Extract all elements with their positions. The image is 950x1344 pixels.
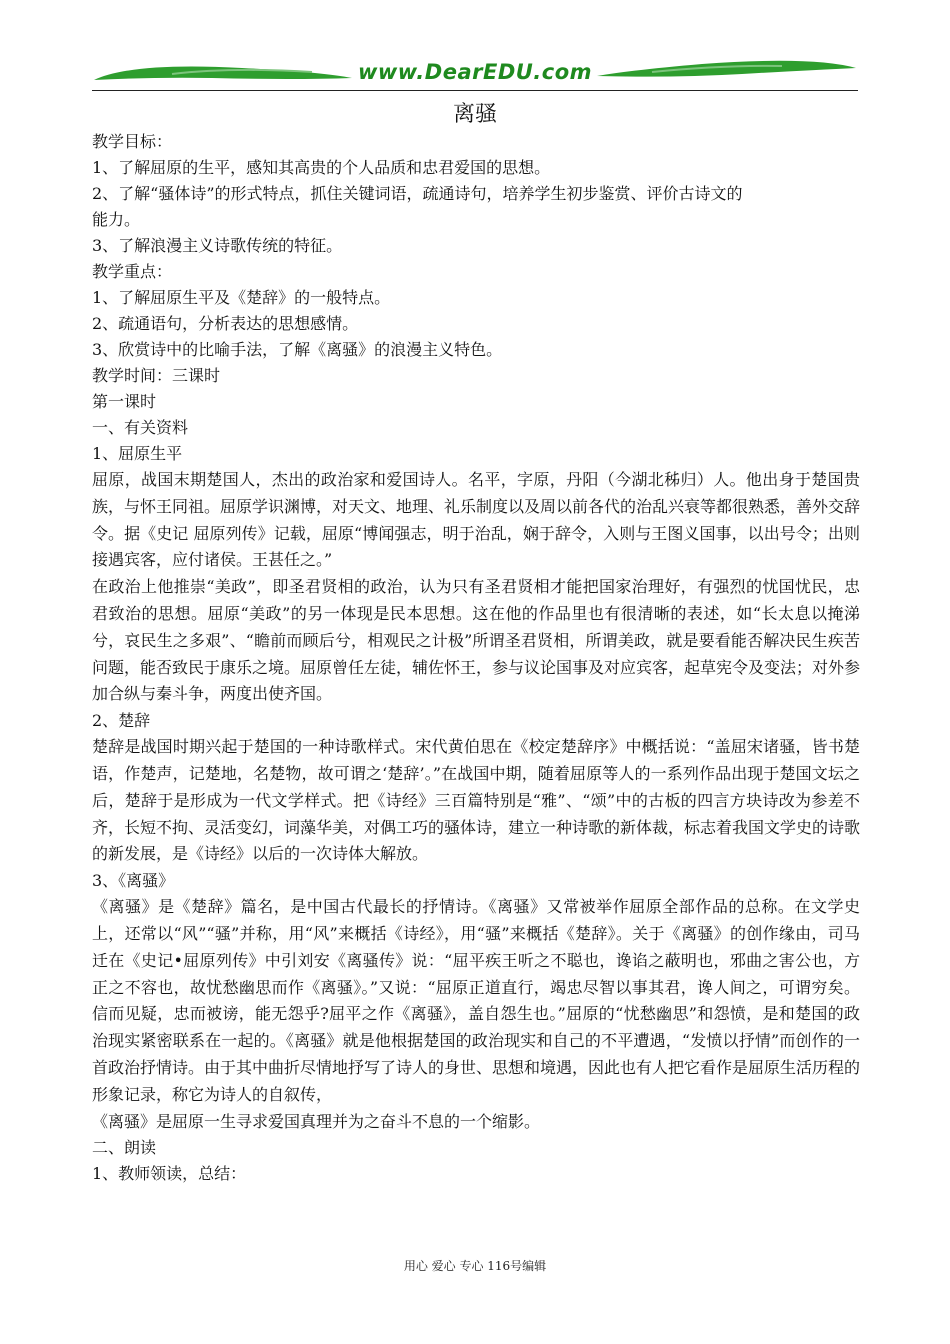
- section-heading: 一、有关资料: [92, 418, 189, 437]
- document-title: 离骚: [452, 102, 497, 127]
- header-divider: [92, 90, 858, 91]
- body-paragraph: 《离骚》是《楚辞》篇名，是中国古代最长的抒情诗。《离骚》又常被举作屈原全部作品的总称。在文学史上，还常以“风”“骚”并称，用“风”来概括《诗经》，用“骚”来概括《楚辞》。关于《离骚》的创作缘由，司马迁在《史记•屈原列传》中引刘安《离骚传》说：“屈平疾王听之不聪也，谗谄之蔽明也，邪曲之害公也，方正之不容也，故忧愁幽思而作《离骚》。”又说：“屈原正道直行，竭忠尽智以事其君，谗人间之，可谓穷矣。信而见疑，忠而被谤，能无怨乎?屈平之作《离骚》，盖自怨生也。”屈原的“忧愁幽思”和怨愤，是和楚国的政治现实紧密联系在一起的。《离骚》就是他根据楚国的政治现实和自己的不平遭遇，“发愤以抒情”而创作的一首政治抒情诗。由于其中曲折尽情地抒写了诗人的身世、思想和境遇，因此也有人把它看作是屈原生活历程的形象记录，称它为诗人的自叙传，: [92, 897, 861, 1104]
- lesson-heading: 第一课时: [92, 392, 157, 411]
- objective-item: 3、了解浪漫主义诗歌传统的特征。: [92, 236, 343, 255]
- body-paragraph: 在政治上他推崇“美政”，即圣君贤相的政治，认为只有圣君贤相才能把国家治理好，有强烈的忧国忧民，忠君致治的思想。屈原“美政”的另一体现是民本思想。这在他的作品里也有很清晰的表述，如“长太息以掩涕兮，哀民生之多艰”、“瞻前而顾后兮，相观民之计极”所谓圣君贤相，所谓美政，就是要看能否解决民生疾苦问题，能否致民于康乐之境。屈原曾任左徒，辅佐怀王，参与议论国事及对应宾客，起草宪令及变法；对外参加合纵与秦斗争，两度出使齐国。: [92, 577, 861, 704]
- body-paragraph: 《离骚》是屈原一生寻求爱国真理并为之奋斗不息的一个缩影。: [92, 1111, 541, 1131]
- subsection-heading: 2、楚辞: [92, 711, 151, 731]
- section-heading: 教学重点：: [92, 262, 173, 281]
- objective-item-continued: 能力。: [92, 210, 141, 229]
- document-body: [92, 129, 860, 1187]
- page-footer: 用心 爱心 专心 116号编辑: [403, 1259, 547, 1273]
- subsection-heading: 1、屈原生平: [92, 444, 183, 463]
- section-heading: 教学目标：: [92, 132, 173, 151]
- key-point-item: 2、疏通语句，分析表达的思想感情。: [92, 314, 359, 333]
- body-paragraph: 屈原，战国末期楚国人，杰出的政治家和爱国诗人。名平，字原，丹阳（今湖北秭归）人。他出身于楚国贵族，与怀王同祖。屈原学识渊博，对天文、地理、礼乐制度以及周以前各代的治乱兴衰等都很熟悉，善外交辞令。据《史记 屈原列传》记载，屈原“博闻强志，明于治乱，娴于辞令，入则与王图义国事，以出号令；出则接遇宾客，应付诸侯。王甚任之。”: [92, 470, 861, 570]
- subsection-heading: 1、教师领读，总结：: [92, 1164, 247, 1184]
- body-paragraph: 楚辞是战国时期兴起于楚国的一种诗歌样式。宋代黄伯思在《校定楚辞序》中概括说：“盖屈宋诸骚，皆书楚语，作楚声，记楚地，名楚物，故可谓之‘楚辞’。”在战国中期，随着屈原等人的一系列作品出现于楚国文坛之后，楚辞于是形成为一代文学样式。把《诗经》三百篇特别是“雅”、“颂”中的古板的四言方块诗改为参差不齐，长短不拘、灵活变幻，词藻华美，对偶工巧的骚体诗，建立一种诗歌的新体裁，标志着我国文学史的诗歌的新发展，是《诗经》以后的一次诗体大解放。: [92, 737, 861, 864]
- section-heading: 二、朗读: [92, 1138, 157, 1158]
- teaching-time: 教学时间：三课时: [92, 366, 221, 385]
- objective-item: 1、了解屈原的生平，感知其高贵的个人品质和忠君爱国的思想。: [92, 158, 551, 177]
- site-header-banner: [92, 58, 858, 92]
- site-logo[interactable]: www.DearEDU.com: [357, 60, 593, 84]
- subsection-heading: 3、《离骚》: [92, 871, 175, 891]
- key-point-item: 3、欣赏诗中的比喻手法，了解《离骚》的浪漫主义特色。: [92, 340, 503, 359]
- objective-item: 2、了解“骚体诗”的形式特点，抓住关键词语，疏通诗句，培养学生初步鉴赏、评价古诗文的: [92, 184, 743, 203]
- key-point-item: 1、了解屈原生平及《楚辞》的一般特点。: [92, 288, 391, 307]
